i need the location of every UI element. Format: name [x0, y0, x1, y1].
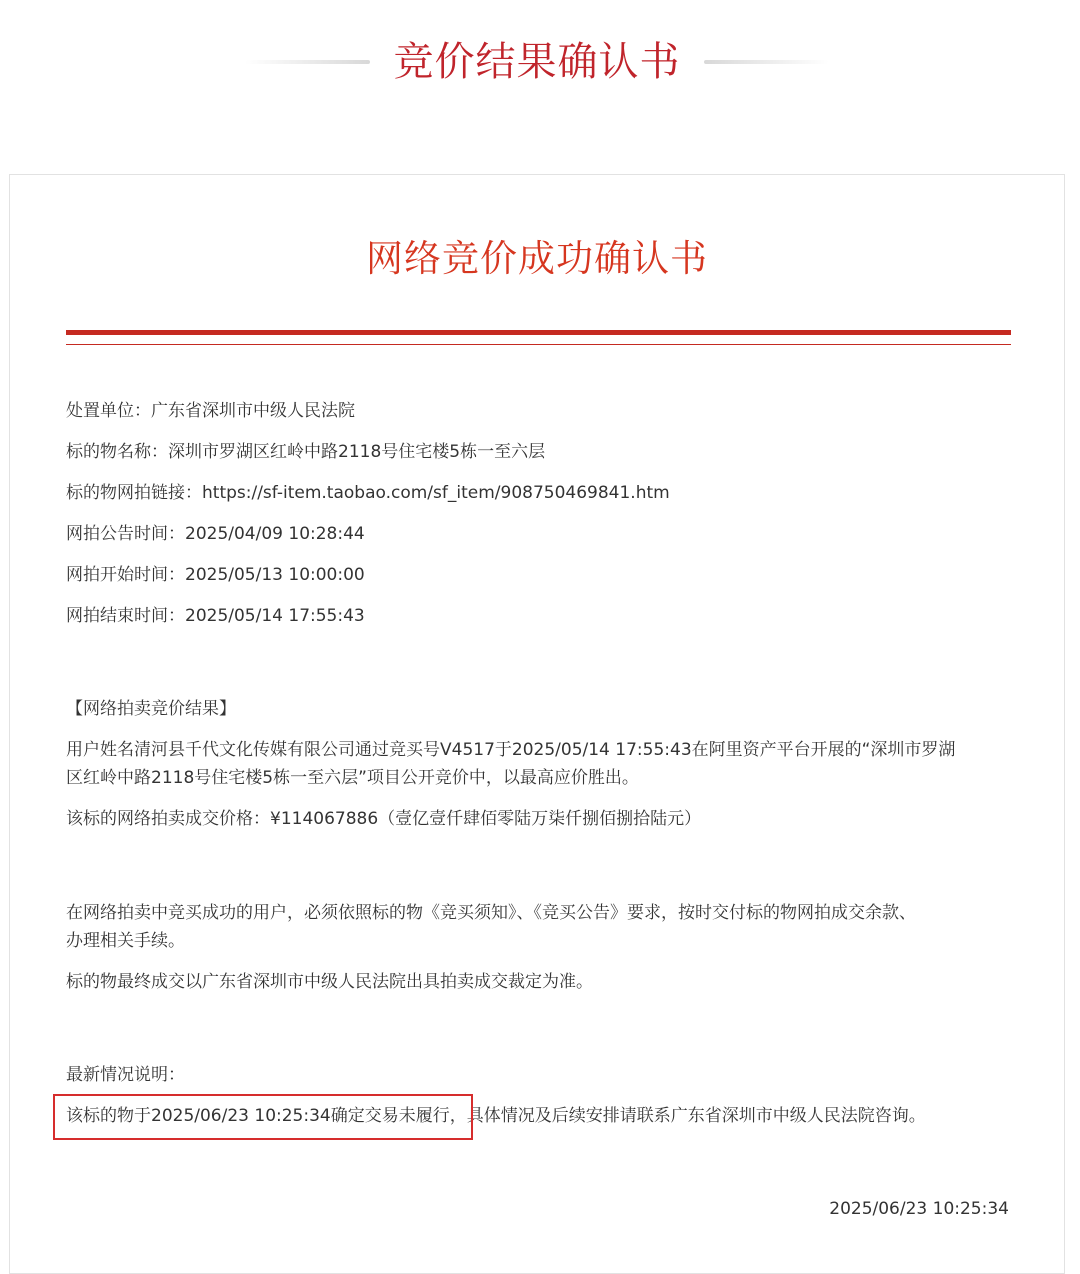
title-rule-thin [66, 344, 1011, 345]
header-divider-right [704, 60, 829, 64]
subject-name: 标的物名称：深圳市罗湖区红岭中路2118号住宅楼5栋一至六层 [66, 442, 546, 462]
result-heading: 【网络拍卖竞价结果】 [66, 699, 236, 719]
notice-text-line-1: 在网络拍卖中竞买成功的用户，必须依照标的物《竞买须知》、《竞买公告》要求，按时交付标的物网拍成交余款、 [66, 903, 916, 923]
disposal-unit: 处置单位：广东省深圳市中级人民法院 [66, 401, 355, 421]
end-time: 网拍结束时间：2025/05/14 17:55:43 [66, 606, 365, 626]
deal-price: 该标的网络拍卖成交价格：¥114067886（壹亿壹仟肆佰零陆万柒仟捌佰捌拾陆元） [66, 809, 702, 829]
final-deal-note: 标的物最终成交以广东省深圳市中级人民法院出具拍卖成交裁定为准。 [66, 972, 593, 992]
subject-link: 标的物网拍链接：https://sf-item.taobao.com/sf_item/908750469841.htm [66, 483, 670, 503]
page-header [0, 0, 1080, 130]
winner-text-line-2: 区红岭中路2118号住宅楼5栋一至六层”项目公开竞价中，以最高应价胜出。 [66, 768, 639, 788]
title-rule-thick [66, 330, 1011, 335]
announce-time: 网拍公告时间：2025/04/09 10:28:44 [66, 524, 365, 544]
update-heading: 最新情况说明： [66, 1065, 185, 1085]
update-highlight-box [53, 1094, 473, 1140]
issue-date: 2025/06/23 10:25:34 [829, 1199, 1009, 1219]
notice-text-line-2: 办理相关手续。 [66, 931, 185, 951]
confirmation-card [9, 174, 1065, 1274]
start-time: 网拍开始时间：2025/05/13 10:00:00 [66, 565, 365, 585]
header-divider-left [245, 60, 370, 64]
update-text: 该标的物于2025/06/23 10:25:34确定交易未履行，具体情况及后续安排请联系广东省深圳市中级人民法院咨询。 [66, 1106, 926, 1126]
page-title: 竞价结果确认书 [393, 39, 681, 85]
winner-text-line-1: 用户姓名清河县千代文化传媒有限公司通过竞买号V4517于2025/05/14 17:55:43在阿里资产平台开展的“深圳市罗湖 [66, 740, 956, 760]
card-title: 网络竞价成功确认书 [366, 237, 708, 280]
